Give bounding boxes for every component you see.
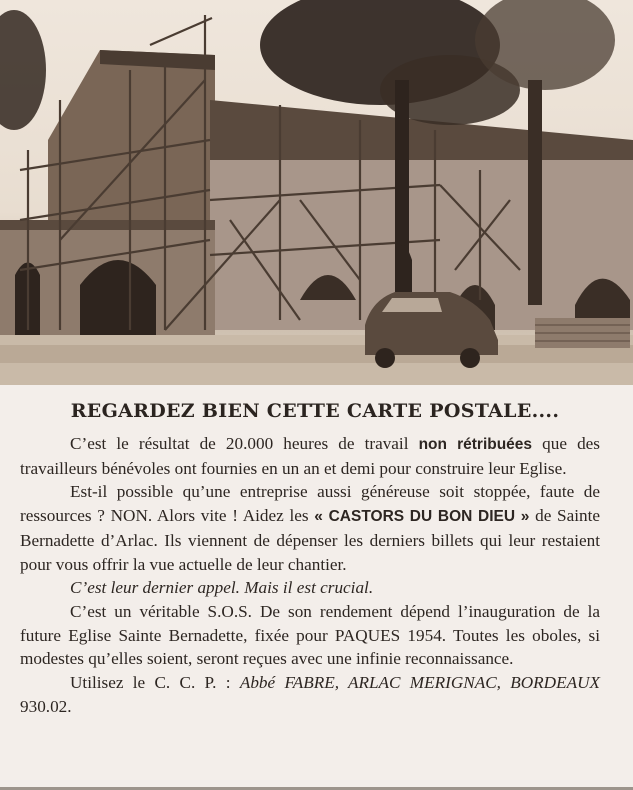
headline: REGARDEZ BIEN CETTE CARTE POSTALE.... — [70, 400, 560, 422]
article-body — [20, 432, 600, 718]
paragraph-5 — [20, 671, 600, 718]
church-construction-illustration — [0, 0, 633, 385]
p5-text-b: 930.02. — [20, 696, 72, 716]
paragraph-1 — [20, 432, 600, 480]
p1-text-b: que des travailleurs bénévoles ont fournies en un an et demi pour construire leur Eglise. — [20, 434, 600, 478]
p2-bold: « CASTORS DU BON DIEU » — [314, 508, 530, 526]
postcard-text-panel — [0, 385, 633, 790]
paragraph-2 — [20, 480, 600, 576]
postcard-photo — [0, 0, 633, 385]
p2-text-a: Est-il possible qu’une entreprise aussi généreuse soit stoppée, faute de ressources ? NON. Alors vite ! Aidez les — [20, 482, 600, 526]
p1-text-a: C’est le résultat de 20.000 heures de travail — [70, 434, 419, 453]
p2-text-b: de Sainte Bernadette d’Arlac. Ils viennent de dépenser les derniers billets qui leur restaient pour vous offrir la vue actuelle de leur chantier. — [20, 506, 601, 574]
paragraph-3: C’est leur dernier appel. Mais il est crucial. — [70, 578, 374, 598]
p5-text-a: Utilisez le C. C. P. : — [70, 673, 240, 693]
paragraph-4: C’est un véritable S.O.S. De son rendement dépend l’inauguration de la future Eglise Sainte Bernadette, fixée pour PAQUES 1954. Toutes les oboles, si modestes qu’elles soient, seront reçues avec une infinie reconnaissance. — [20, 601, 600, 669]
p5-italic: Abbé FABRE, ARLAC MERIGNAC, BORDEAUX — [239, 673, 600, 693]
p1-bold: non rétribuées — [418, 436, 533, 453]
